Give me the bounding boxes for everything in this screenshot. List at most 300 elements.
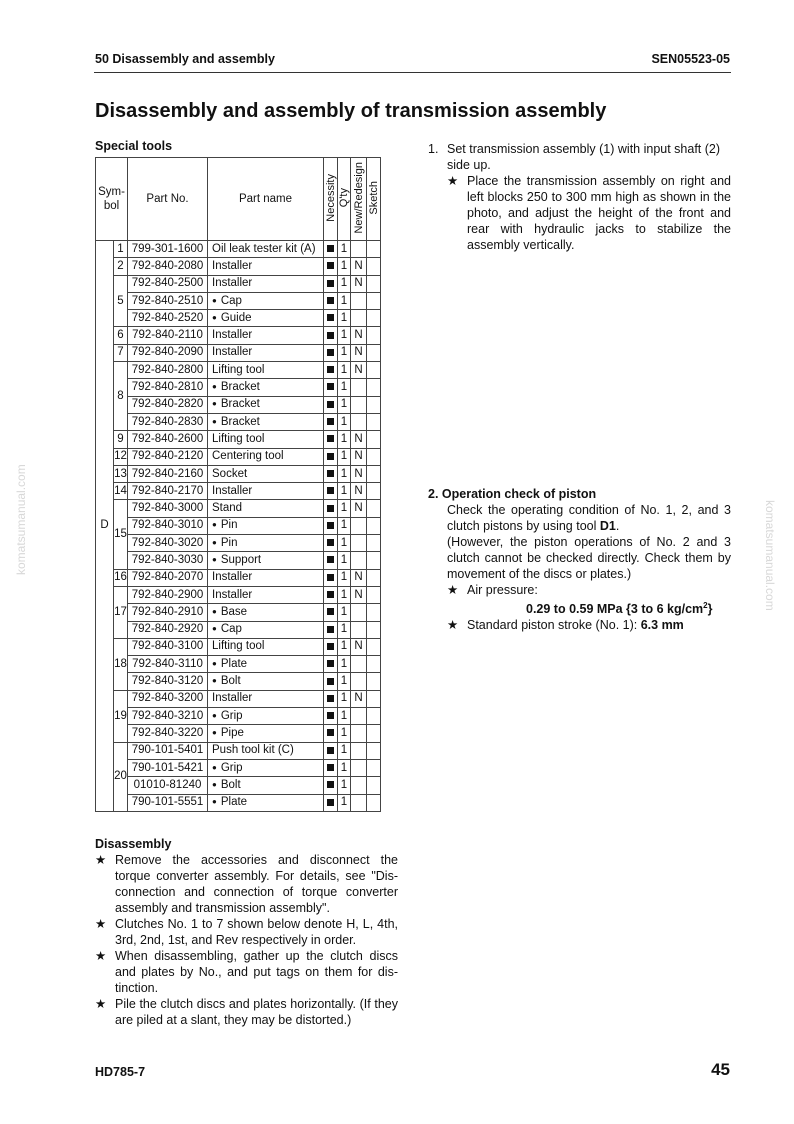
necessity-mark [324, 241, 338, 258]
symbol-number: 14 [114, 483, 128, 500]
part-name: Push tool kit (C) [208, 742, 324, 759]
new-redesign [351, 396, 367, 413]
sketch [367, 552, 381, 569]
table-row [96, 656, 381, 673]
square-icon [327, 487, 334, 494]
sketch [367, 794, 381, 811]
necessity-mark [324, 690, 338, 707]
quantity: 1 [338, 586, 351, 603]
sketch [367, 500, 381, 517]
new-redesign: N [351, 258, 367, 275]
symbol-number: 20 [114, 742, 128, 811]
part-number: 01010-81240 [128, 777, 208, 794]
part-number: 799-301-1600 [128, 241, 208, 258]
step-1: 1. Set transmission assembly (1) with input shaft (2) side up. ★ Place the transmission assembly on right and left blocks 250 to 300 mm high as shown in the photo, and adjust the height of the front and rear with hydraulic jacks to stabilize the assembly vertically. [428, 142, 731, 252]
part-name: ● Plate [208, 656, 324, 673]
table-row [96, 448, 381, 465]
part-number: 792-840-2500 [128, 275, 208, 292]
part-number: 792-840-2120 [128, 448, 208, 465]
quantity: 1 [338, 690, 351, 707]
symbol-number: 15 [114, 500, 128, 569]
necessity-mark [324, 413, 338, 430]
col-necessity: Necessity [324, 158, 338, 241]
new-redesign [351, 517, 367, 534]
new-redesign: N [351, 465, 367, 482]
part-name: ● Cap [208, 292, 324, 309]
quantity: 1 [338, 535, 351, 552]
part-number: 792-840-3200 [128, 690, 208, 707]
necessity-mark [324, 310, 338, 327]
quantity: 1 [338, 759, 351, 776]
sketch [367, 292, 381, 309]
part-number: 792-840-3220 [128, 725, 208, 742]
header-doc-code: SEN05523-05 [651, 52, 730, 66]
table-row [96, 777, 381, 794]
quantity: 1 [338, 379, 351, 396]
table-row [96, 396, 381, 413]
new-redesign [351, 241, 367, 258]
part-name: Installer [208, 327, 324, 344]
part-name: ● Bolt [208, 777, 324, 794]
new-redesign: N [351, 344, 367, 361]
square-icon [327, 280, 334, 287]
part-number: 792-840-2900 [128, 586, 208, 603]
part-name: ● Guide [208, 310, 324, 327]
necessity-mark [324, 604, 338, 621]
square-icon [327, 729, 334, 736]
step-2-text: Check the operating condition of No. 1, 2, and 3 clutch pistons by using tool D1. (However, the piston operations of No. 2 and 3 clutch cannot be checked directly. Check them by movement of the discs or plates.) [447, 503, 731, 581]
part-name: Lifting tool [208, 431, 324, 448]
star-icon: ★ [95, 949, 107, 963]
necessity-mark [324, 379, 338, 396]
part-name: ● Bolt [208, 673, 324, 690]
part-name: ● Grip [208, 759, 324, 776]
square-icon [327, 608, 334, 615]
necessity-mark [324, 448, 338, 465]
sketch [367, 742, 381, 759]
col-part-no: Part No. [128, 158, 208, 241]
necessity-mark [324, 483, 338, 500]
sketch [367, 673, 381, 690]
quantity: 1 [338, 673, 351, 690]
table-row [96, 413, 381, 430]
table-row [96, 362, 381, 379]
table-row [96, 275, 381, 292]
new-redesign [351, 310, 367, 327]
square-icon [327, 332, 334, 339]
table-row [96, 241, 381, 258]
sketch [367, 465, 381, 482]
sketch [367, 621, 381, 638]
step-2-heading: 2. Operation check of piston [428, 487, 597, 501]
square-icon [327, 695, 334, 702]
square-icon [327, 747, 334, 754]
quantity: 1 [338, 777, 351, 794]
sketch [367, 535, 381, 552]
necessity-mark [324, 292, 338, 309]
necessity-mark [324, 344, 338, 361]
quantity: 1 [338, 465, 351, 482]
part-name: ● Cap [208, 621, 324, 638]
col-symbol: Sym- bol [96, 158, 128, 241]
col-qty: Q'ty [338, 158, 351, 241]
part-number: 790-101-5421 [128, 759, 208, 776]
new-redesign [351, 708, 367, 725]
header-section: 50 Disassembly and assembly [95, 52, 275, 66]
new-redesign: N [351, 327, 367, 344]
stroke-value: 6.3 mm [640, 618, 684, 633]
part-number: 792-840-3030 [128, 552, 208, 569]
necessity-mark [324, 535, 338, 552]
part-name: ● Bracket [208, 396, 324, 413]
new-redesign [351, 673, 367, 690]
quantity: 1 [338, 327, 351, 344]
new-redesign: N [351, 275, 367, 292]
necessity-mark [324, 362, 338, 379]
square-icon [327, 781, 334, 788]
sketch [367, 344, 381, 361]
star-icon: ★ [447, 174, 459, 188]
necessity-mark [324, 794, 338, 811]
quantity: 1 [338, 569, 351, 586]
part-number: 792-840-2800 [128, 362, 208, 379]
quantity: 1 [338, 431, 351, 448]
page-title: Disassembly and assembly of transmission assembly [95, 100, 607, 122]
new-redesign: N [351, 448, 367, 465]
table-row [96, 500, 381, 517]
symbol-number: 13 [114, 465, 128, 482]
table-row [96, 379, 381, 396]
square-icon [327, 660, 334, 667]
special-tools-heading: Special tools [95, 139, 173, 153]
new-redesign: N [351, 569, 367, 586]
part-name: ● Grip [208, 708, 324, 725]
part-name: Installer [208, 690, 324, 707]
necessity-mark [324, 759, 338, 776]
page-number: 45 [711, 1060, 730, 1079]
quantity: 1 [338, 656, 351, 673]
sketch [367, 327, 381, 344]
square-icon [327, 383, 334, 390]
necessity-mark [324, 742, 338, 759]
sketch [367, 310, 381, 327]
part-name: Stand [208, 500, 324, 517]
necessity-mark [324, 621, 338, 638]
quantity: 1 [338, 552, 351, 569]
part-number: 792-840-2600 [128, 431, 208, 448]
table-row [96, 759, 381, 776]
col-new-redesign: New/Redesign [351, 158, 367, 241]
necessity-mark [324, 777, 338, 794]
square-icon [327, 556, 334, 563]
part-name: Installer [208, 483, 324, 500]
necessity-mark [324, 552, 338, 569]
new-redesign: N [351, 690, 367, 707]
quantity: 1 [338, 483, 351, 500]
table-row [96, 292, 381, 309]
square-icon [327, 349, 334, 356]
air-pressure-label: Air pressure: [467, 583, 538, 597]
table-row [96, 586, 381, 603]
sketch [367, 362, 381, 379]
table-row [96, 431, 381, 448]
footer-model: HD785-7 [95, 1065, 146, 1079]
quantity: 1 [338, 396, 351, 413]
table-row [96, 708, 381, 725]
header-rule [94, 72, 731, 73]
square-icon [327, 418, 334, 425]
new-redesign [351, 794, 367, 811]
table-row [96, 621, 381, 638]
part-number: 792-840-3010 [128, 517, 208, 534]
disassembly-note: ★ Clutches No. 1 to 7 shown below denote H, L, 4th, 3rd, 2nd, 1st, and Rev respectively in order. [95, 917, 398, 947]
necessity-mark [324, 327, 338, 344]
square-icon [327, 262, 334, 269]
part-name: Installer [208, 569, 324, 586]
watermark-left: komatsumanual.com [14, 464, 28, 575]
part-name: ● Bracket [208, 413, 324, 430]
new-redesign: N [351, 638, 367, 655]
table-row [96, 569, 381, 586]
new-redesign: N [351, 431, 367, 448]
quantity: 1 [338, 413, 351, 430]
disassembly-note: ★ Pile the clutch discs and plates horizontally. (If they are piled at a slant, they may be distorted.) [95, 997, 398, 1027]
disassembly-note: ★ Remove the accessories and disconnect the torque converter assembly. For details, see "Dis-connection and connection of torque converter assembly and transmission assembly". [95, 853, 398, 915]
sketch [367, 241, 381, 258]
part-number: 792-840-3210 [128, 708, 208, 725]
star-icon: ★ [95, 853, 107, 867]
new-redesign [351, 292, 367, 309]
new-redesign: N [351, 500, 367, 517]
sketch [367, 379, 381, 396]
symbol-number: 2 [114, 258, 128, 275]
table-row [96, 794, 381, 811]
square-icon [327, 712, 334, 719]
new-redesign: N [351, 586, 367, 603]
sketch [367, 690, 381, 707]
col-part-name: Part name [208, 158, 324, 241]
necessity-mark [324, 638, 338, 655]
sketch [367, 638, 381, 655]
part-number: 792-840-2920 [128, 621, 208, 638]
square-icon [327, 470, 334, 477]
quantity: 1 [338, 362, 351, 379]
table-row [96, 604, 381, 621]
square-icon [327, 574, 334, 581]
symbol-number: 16 [114, 569, 128, 586]
star-icon: ★ [447, 583, 459, 597]
square-icon [327, 245, 334, 252]
sketch [367, 569, 381, 586]
sketch [367, 431, 381, 448]
necessity-mark [324, 500, 338, 517]
part-number: 792-840-2070 [128, 569, 208, 586]
quantity: 1 [338, 708, 351, 725]
part-name: ● Pin [208, 535, 324, 552]
new-redesign: N [351, 483, 367, 500]
sketch [367, 725, 381, 742]
table-row [96, 638, 381, 655]
part-number: 792-840-2110 [128, 327, 208, 344]
sketch [367, 258, 381, 275]
table-row [96, 258, 381, 275]
part-number: 792-840-3020 [128, 535, 208, 552]
part-name: Installer [208, 344, 324, 361]
part-number: 792-840-2910 [128, 604, 208, 621]
star-icon: ★ [447, 618, 459, 633]
part-number: 792-840-2830 [128, 413, 208, 430]
new-redesign [351, 535, 367, 552]
quantity: 1 [338, 517, 351, 534]
square-icon [327, 314, 334, 321]
sketch [367, 448, 381, 465]
part-name: Installer [208, 586, 324, 603]
table-row [96, 535, 381, 552]
quantity: 1 [338, 742, 351, 759]
part-number: 792-840-2170 [128, 483, 208, 500]
quantity: 1 [338, 344, 351, 361]
part-name: Lifting tool [208, 362, 324, 379]
necessity-mark [324, 569, 338, 586]
part-number: 792-840-3000 [128, 500, 208, 517]
table-row [96, 465, 381, 482]
symbol-number: 9 [114, 431, 128, 448]
square-icon [327, 505, 334, 512]
symbol-number: 17 [114, 586, 128, 638]
part-number: 792-840-2090 [128, 344, 208, 361]
sketch [367, 586, 381, 603]
star-icon: ★ [95, 917, 107, 931]
square-icon [327, 678, 334, 685]
sketch [367, 604, 381, 621]
quantity: 1 [338, 448, 351, 465]
step-2 [428, 486, 731, 633]
star-icon: ★ [95, 997, 107, 1011]
new-redesign [351, 656, 367, 673]
table-row [96, 517, 381, 534]
square-icon [327, 453, 334, 460]
necessity-mark [324, 656, 338, 673]
table-row [96, 690, 381, 707]
part-number: 792-840-3110 [128, 656, 208, 673]
part-name: ● Support [208, 552, 324, 569]
sketch [367, 777, 381, 794]
table-row [96, 552, 381, 569]
quantity: 1 [338, 794, 351, 811]
sketch [367, 759, 381, 776]
symbol-number: 8 [114, 362, 128, 431]
necessity-mark [324, 517, 338, 534]
new-redesign [351, 604, 367, 621]
quantity: 1 [338, 500, 351, 517]
sketch [367, 413, 381, 430]
necessity-mark [324, 465, 338, 482]
part-name: ● Bracket [208, 379, 324, 396]
air-pressure-value: 0.29 to 0.59 MPa {3 to 6 $kg/cm^2$} [526, 601, 713, 617]
part-number: 790-101-5401 [128, 742, 208, 759]
part-name: ● Pipe [208, 725, 324, 742]
new-redesign: N [351, 362, 367, 379]
quantity: 1 [338, 621, 351, 638]
part-name: Lifting tool [208, 638, 324, 655]
step-1-note: Place the transmission assembly on right and left blocks 250 to 300 mm high as shown in the photo, and adjust the height of the front and rear with hydraulic jacks to stabilize the assembly vertically. [467, 174, 731, 252]
sketch [367, 483, 381, 500]
col-sketch: Sketch [367, 158, 381, 241]
special-tools-table [95, 157, 381, 812]
new-redesign [351, 759, 367, 776]
square-icon [327, 297, 334, 304]
table-row [96, 725, 381, 742]
square-icon [327, 591, 334, 598]
part-name: ● Plate [208, 794, 324, 811]
part-number: 792-840-2820 [128, 396, 208, 413]
part-name: Socket [208, 465, 324, 482]
part-name: Oil leak tester kit (A) [208, 241, 324, 258]
stroke-label: Standard piston stroke (No. 1): [467, 618, 638, 633]
part-name: Installer [208, 275, 324, 292]
symbol-number: 19 [114, 690, 128, 742]
square-icon [327, 401, 334, 408]
new-redesign [351, 725, 367, 742]
new-redesign [351, 379, 367, 396]
disassembly-heading: Disassembly [95, 837, 172, 851]
quantity: 1 [338, 310, 351, 327]
square-icon [327, 764, 334, 771]
sketch [367, 396, 381, 413]
symbol-number: 7 [114, 344, 128, 361]
square-icon [327, 626, 334, 633]
quantity: 1 [338, 638, 351, 655]
table-row [96, 310, 381, 327]
quantity: 1 [338, 241, 351, 258]
disassembly-note: ★ When disassembling, gather up the clutch discs and plates by No., and put tags on them for dis-tinction. [95, 949, 398, 995]
square-icon [327, 522, 334, 529]
quantity: 1 [338, 258, 351, 275]
part-name: ● Pin [208, 517, 324, 534]
quantity: 1 [338, 604, 351, 621]
new-redesign [351, 552, 367, 569]
sketch [367, 517, 381, 534]
quantity: 1 [338, 275, 351, 292]
table-row [96, 327, 381, 344]
necessity-mark [324, 725, 338, 742]
part-name: ● Base [208, 604, 324, 621]
part-number: 792-840-2510 [128, 292, 208, 309]
part-number: 790-101-5551 [128, 794, 208, 811]
square-icon [327, 539, 334, 546]
necessity-mark [324, 396, 338, 413]
sketch [367, 275, 381, 292]
necessity-mark [324, 275, 338, 292]
symbol-number: 12 [114, 448, 128, 465]
sketch [367, 656, 381, 673]
watermark-right: komatsumanual.com [763, 500, 777, 611]
part-number: 792-840-2080 [128, 258, 208, 275]
necessity-mark [324, 673, 338, 690]
part-number: 792-840-2520 [128, 310, 208, 327]
square-icon [327, 643, 334, 650]
part-number: 792-840-2160 [128, 465, 208, 482]
symbol-number: 18 [114, 638, 128, 690]
new-redesign [351, 777, 367, 794]
symbol-number: 6 [114, 327, 128, 344]
symbol-number: 1 [114, 241, 128, 258]
new-redesign [351, 621, 367, 638]
part-number: 792-840-3120 [128, 673, 208, 690]
disassembly-section [95, 836, 398, 1028]
part-name: Centering tool [208, 448, 324, 465]
square-icon [327, 799, 334, 806]
